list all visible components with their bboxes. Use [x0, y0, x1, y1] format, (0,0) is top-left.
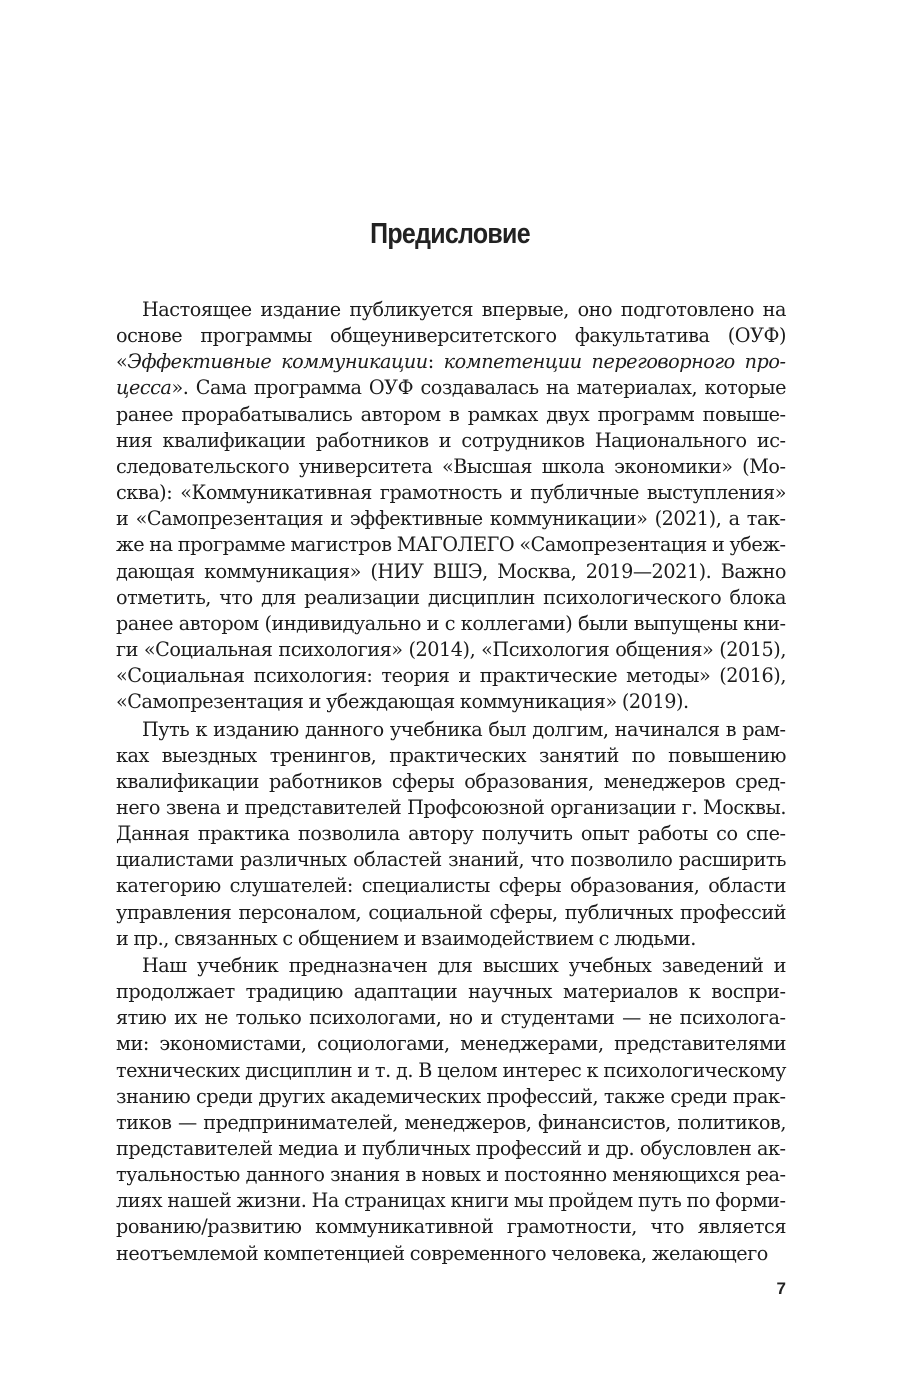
- text-segment-italic: компетенции переговорного процесса: [116, 350, 786, 400]
- paragraph-1: [116, 297, 786, 716]
- page-number: 7: [776, 1279, 786, 1298]
- paragraph-2: [116, 717, 786, 952]
- text-segment: ». Сама программа ОУФ создавалась на материалах, которые ранее прорабатывались автором в рамках двух программ повышения квалификации работников и сотрудников Национального исследовательского университета «Высшая школа экономики» (Москва): «Коммуникативная грамотность и публичные выступления» и «Самопрезентация и эффективные коммуникации» (2021), а также на программе магистров МАГОЛЕГО «Самопрезентация и убеждающая коммуникация» (НИУ ВШЭ, Москва, 2019—2021). Важно отметить, что для реализации дисциплин психологического блока ранее автором (индивидуально и с коллегами) были выпущены книги «Социальная психология» (2014), «Психология общения» (2015), «Социальная психология: теория и практические методы» (2016), «Самопрезентация и убеждающая коммуникация» (2019).: [116, 376, 786, 714]
- text-segment: Настоящее издание публикуется впервые, оно подготовлено на основе программы общеуниверситетского факультатива (ОУФ) «: [116, 298, 786, 374]
- text-segment: Путь к изданию данного учебника был долгим, начинался в рамках выездных тренингов, практических занятий по повышению квалификации работников сферы образования, менеджеров среднего звена и представителей Профсоюзной организации г. Москвы. Данная практика позволила автору получить опыт работы со специалистами различных областей знаний, что позволило расширить категорию слушателей: специалисты сферы образования, области управления персоналом, социальной сферы, публичных профессий и пр., связанных с общением и взаимодействием с людьми.: [116, 717, 786, 950]
- text-segment: :: [427, 350, 444, 374]
- paragraph-3: [116, 953, 786, 1267]
- text-segment-italic: Эффективные коммуникации: [127, 350, 428, 374]
- page-title: Предисловие: [370, 218, 530, 250]
- body-text: [116, 297, 786, 1267]
- text-segment: Наш учебник предназначен для высших учебных заведений и продолжает традицию адаптации научных материалов к восприятию их не только психологами, но и студентами — не психологами: экономистами, социологами, менеджерами, представителями технических дисциплин и т. д. В целом интерес к психологическому знанию среди других академических профессий, также среди практиков — предпринимателей, менеджеров, финансистов, политиков, представителей медиа и публичных профессий и др. обусловлен актуальностью данного знания в новых и постоянно меняющихся реалиях нашей жизни. На страницах книги мы пройдем путь по формированию/развитию коммуникативной грамотности, что является неотъемлемой компетенцией современного человека, желающего: [116, 953, 786, 1265]
